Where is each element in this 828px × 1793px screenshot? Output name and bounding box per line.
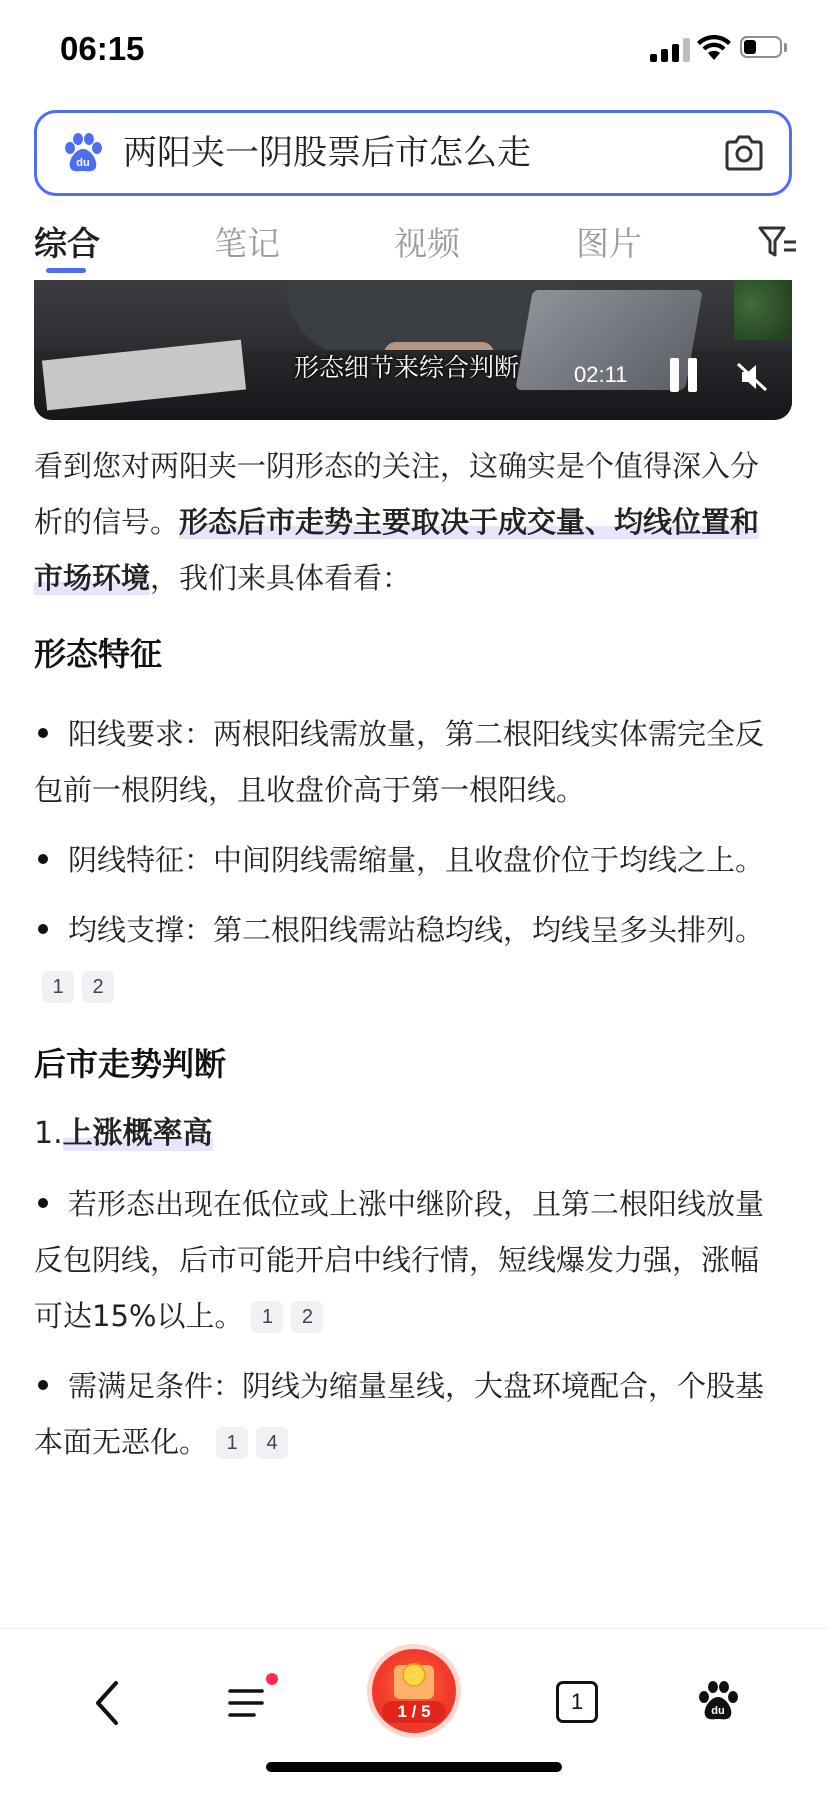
notification-dot — [266, 1673, 278, 1685]
coin-icon — [402, 1663, 426, 1687]
numbered-subheading — [34, 1106, 784, 1162]
section-heading-features: 形态特征 — [34, 635, 163, 673]
tab-comprehensive[interactable]: 综合 — [34, 224, 100, 263]
pause-icon[interactable] — [668, 358, 700, 394]
subheading-number: 1. — [34, 1116, 63, 1151]
video-player[interactable] — [34, 280, 792, 420]
list-item-text: 若形态出现在低位或上涨中继阶段，且第二根阳线放量反包阴线，后市可能开启中线行情，短线爆发力强，涨幅可达15%以上。 — [34, 1187, 765, 1333]
intro-highlight: 形态后市走势主要取决于成交量、均线位置和市场环境 — [34, 505, 760, 595]
bullet-dot — [38, 1380, 48, 1390]
home-indicator[interactable] — [266, 1762, 562, 1772]
list-item — [34, 706, 784, 818]
filter-icon[interactable] — [758, 224, 798, 260]
red-packet-button[interactable] — [372, 1649, 456, 1733]
back-icon[interactable] — [88, 1679, 128, 1727]
list-item-text: 均线支撑：第二根阳线需站稳均线，均线呈多头排列。 — [68, 913, 765, 947]
ai-answer — [34, 438, 784, 1470]
list-item-text: 阳线要求：两根阳线需放量，第二根阳线实体需完全反包前一根阴线，且收盘价高于第一根阳线。 — [34, 717, 765, 807]
list-item — [34, 832, 784, 888]
red-packet-count: 1 / 5 — [382, 1701, 446, 1723]
citation-badge[interactable]: 1 — [251, 1301, 283, 1333]
citation-badge[interactable]: 2 — [82, 971, 114, 1003]
camera-icon[interactable] — [723, 133, 765, 173]
baidu-paw-logo-icon[interactable] — [61, 131, 105, 175]
status-bar — [0, 0, 828, 100]
citation-badge[interactable]: 2 — [291, 1301, 323, 1333]
citation-badge[interactable]: 1 — [216, 1427, 248, 1459]
citation-badge[interactable]: 4 — [256, 1427, 288, 1459]
video-frame-plant — [734, 280, 792, 340]
list-item — [34, 1358, 784, 1470]
search-box[interactable] — [34, 110, 792, 196]
section-heading-outlook: 后市走势判断 — [34, 1045, 227, 1083]
video-timestamp: 02:11 — [574, 362, 628, 387]
list-item-text: 阴线特征：中间阴线需缩量，且收盘价位于均线之上。 — [68, 843, 765, 877]
cellular-signal-icon — [650, 38, 692, 62]
baidu-paw-icon[interactable] — [696, 1679, 740, 1723]
svg-text:du: du — [711, 1705, 725, 1717]
battery-icon — [740, 36, 788, 60]
status-time: 06:15 — [60, 30, 145, 67]
intro-text-end: ，我们来具体看看： — [150, 561, 412, 595]
active-tab-indicator — [46, 268, 86, 273]
tab-images[interactable]: 图片 — [576, 224, 642, 263]
menu-icon[interactable] — [226, 1683, 272, 1723]
tab-count-button[interactable]: 1 — [556, 1681, 598, 1723]
intro-paragraph — [34, 438, 784, 606]
bullet-dot — [38, 1198, 48, 1208]
mute-icon[interactable] — [734, 360, 770, 394]
subheading-title: 上涨概率高 — [62, 1116, 213, 1151]
list-item-text: 需满足条件：阴线为缩量星线，大盘环境配合，个股基本面无恶化。 — [34, 1369, 765, 1459]
citation-badge[interactable]: 1 — [42, 971, 74, 1003]
wifi-icon — [696, 34, 732, 62]
search-tabs — [0, 210, 828, 280]
tab-videos[interactable]: 视频 — [394, 224, 460, 263]
list-item — [34, 902, 784, 1014]
tab-notes[interactable]: 笔记 — [214, 224, 280, 263]
search-input[interactable]: 两阳夹一阴股票后市怎么走 — [123, 133, 531, 173]
svg-text:du: du — [76, 157, 90, 169]
intro-text: 看到您对两阳夹一阴形态的关注，这确实是个值得深入分析的信号。 — [34, 449, 760, 539]
bullet-dot — [38, 728, 48, 738]
bullet-dot — [38, 854, 48, 864]
list-item — [34, 1176, 784, 1344]
video-subtitle: 形态细节来综合判断 — [294, 353, 520, 382]
bullet-dot — [38, 924, 48, 934]
